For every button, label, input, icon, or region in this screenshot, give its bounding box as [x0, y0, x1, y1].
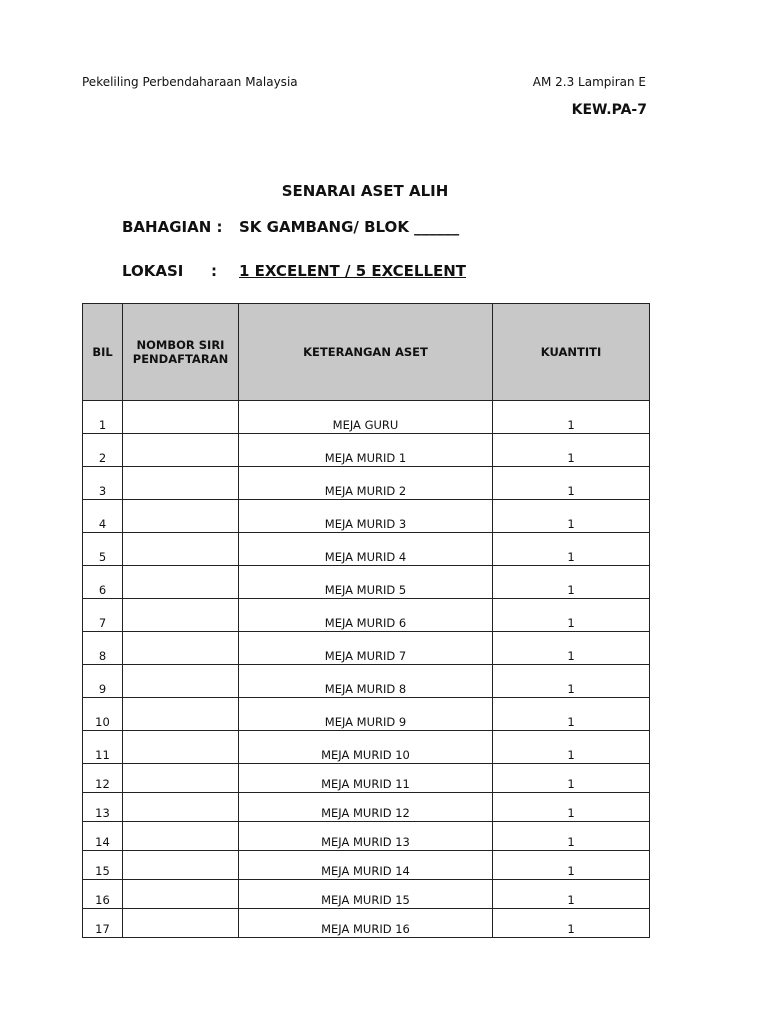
table-row	[83, 566, 650, 599]
cell-keterangan: MEJA GURU	[239, 401, 493, 434]
cell-nombor-siri	[123, 632, 239, 665]
page-title: SENARAI ASET ALIH	[281, 182, 449, 200]
cell-kuantiti: 1	[493, 434, 650, 467]
cell-nombor-siri	[123, 566, 239, 599]
cell-nombor-siri	[123, 909, 239, 938]
lokasi-value: 1 EXCELENT / 5 EXCELLENT	[239, 262, 467, 280]
cell-kuantiti: 1	[493, 764, 650, 793]
cell-keterangan: MEJA MURID 8	[239, 665, 493, 698]
cell-kuantiti: 1	[493, 793, 650, 822]
table-row	[83, 731, 650, 764]
cell-nombor-siri	[123, 500, 239, 533]
cell-nombor-siri	[123, 698, 239, 731]
cell-bil: 8	[83, 632, 123, 665]
table-row	[83, 698, 650, 731]
header-nombor-siri	[123, 304, 239, 401]
cell-kuantiti: 1	[493, 533, 650, 566]
lokasi-colon: :	[211, 262, 217, 280]
table-body	[83, 401, 650, 938]
cell-bil: 3	[83, 467, 123, 500]
header-bil: BIL	[83, 304, 123, 401]
cell-keterangan: MEJA MURID 4	[239, 533, 493, 566]
cell-kuantiti: 1	[493, 566, 650, 599]
cell-keterangan: MEJA MURID 3	[239, 500, 493, 533]
cell-keterangan: MEJA MURID 13	[239, 822, 493, 851]
cell-kuantiti: 1	[493, 822, 650, 851]
cell-kuantiti: 1	[493, 467, 650, 500]
table-row	[83, 401, 650, 434]
cell-keterangan: MEJA MURID 16	[239, 909, 493, 938]
cell-kuantiti: 1	[493, 909, 650, 938]
cell-bil: 13	[83, 793, 123, 822]
cell-keterangan: MEJA MURID 9	[239, 698, 493, 731]
bahagian-label: BAHAGIAN :	[122, 218, 223, 236]
cell-nombor-siri	[123, 401, 239, 434]
table-header-row	[83, 304, 650, 401]
table-row	[83, 632, 650, 665]
cell-nombor-siri	[123, 599, 239, 632]
cell-keterangan: MEJA MURID 10	[239, 731, 493, 764]
table-row	[83, 434, 650, 467]
cell-keterangan: MEJA MURID 1	[239, 434, 493, 467]
cell-kuantiti: 1	[493, 599, 650, 632]
cell-keterangan: MEJA MURID 11	[239, 764, 493, 793]
cell-nombor-siri	[123, 880, 239, 909]
cell-kuantiti: 1	[493, 665, 650, 698]
cell-bil: 10	[83, 698, 123, 731]
cell-bil: 2	[83, 434, 123, 467]
cell-nombor-siri	[123, 793, 239, 822]
cell-keterangan: MEJA MURID 15	[239, 880, 493, 909]
cell-nombor-siri	[123, 822, 239, 851]
cell-bil: 17	[83, 909, 123, 938]
cell-kuantiti: 1	[493, 401, 650, 434]
cell-bil: 11	[83, 731, 123, 764]
cell-keterangan: MEJA MURID 14	[239, 851, 493, 880]
cell-nombor-siri	[123, 731, 239, 764]
cell-bil: 12	[83, 764, 123, 793]
appendix-reference: AM 2.3 Lampiran E	[532, 75, 646, 89]
table-row	[83, 880, 650, 909]
form-code: KEW.PA-7	[571, 102, 647, 118]
cell-nombor-siri	[123, 764, 239, 793]
header-kuantiti: KUANTITI	[493, 304, 650, 401]
cell-nombor-siri	[123, 665, 239, 698]
table-row	[83, 665, 650, 698]
header-keterangan: KETERANGAN ASET	[239, 304, 493, 401]
table-row	[83, 764, 650, 793]
cell-keterangan: MEJA MURID 12	[239, 793, 493, 822]
cell-nombor-siri	[123, 467, 239, 500]
table-row	[83, 909, 650, 938]
cell-nombor-siri	[123, 434, 239, 467]
header-nombor-siri-line1: NOMBOR SIRI	[136, 338, 225, 352]
cell-keterangan: MEJA MURID 7	[239, 632, 493, 665]
cell-bil: 16	[83, 880, 123, 909]
bahagian-value: SK GAMBANG/ BLOK ______	[239, 218, 460, 236]
table-row	[83, 533, 650, 566]
cell-bil: 6	[83, 566, 123, 599]
header-nombor-siri-line2: PENDAFTARAN	[132, 352, 229, 366]
cell-bil: 5	[83, 533, 123, 566]
cell-bil: 1	[83, 401, 123, 434]
cell-kuantiti: 1	[493, 880, 650, 909]
table-row	[83, 500, 650, 533]
table-row	[83, 822, 650, 851]
cell-kuantiti: 1	[493, 851, 650, 880]
cell-kuantiti: 1	[493, 731, 650, 764]
cell-kuantiti: 1	[493, 632, 650, 665]
cell-bil: 9	[83, 665, 123, 698]
cell-keterangan: MEJA MURID 5	[239, 566, 493, 599]
asset-table	[82, 303, 650, 938]
cell-kuantiti: 1	[493, 500, 650, 533]
table-row	[83, 599, 650, 632]
cell-bil: 7	[83, 599, 123, 632]
table-row	[83, 793, 650, 822]
table-row	[83, 467, 650, 500]
cell-keterangan: MEJA MURID 6	[239, 599, 493, 632]
lokasi-label: LOKASI	[122, 262, 184, 280]
cell-nombor-siri	[123, 533, 239, 566]
cell-bil: 14	[83, 822, 123, 851]
cell-nombor-siri	[123, 851, 239, 880]
cell-bil: 4	[83, 500, 123, 533]
cell-kuantiti: 1	[493, 698, 650, 731]
cell-bil: 15	[83, 851, 123, 880]
table-row	[83, 851, 650, 880]
circular-reference: Pekeliling Perbendaharaan Malaysia	[82, 75, 298, 89]
cell-keterangan: MEJA MURID 2	[239, 467, 493, 500]
